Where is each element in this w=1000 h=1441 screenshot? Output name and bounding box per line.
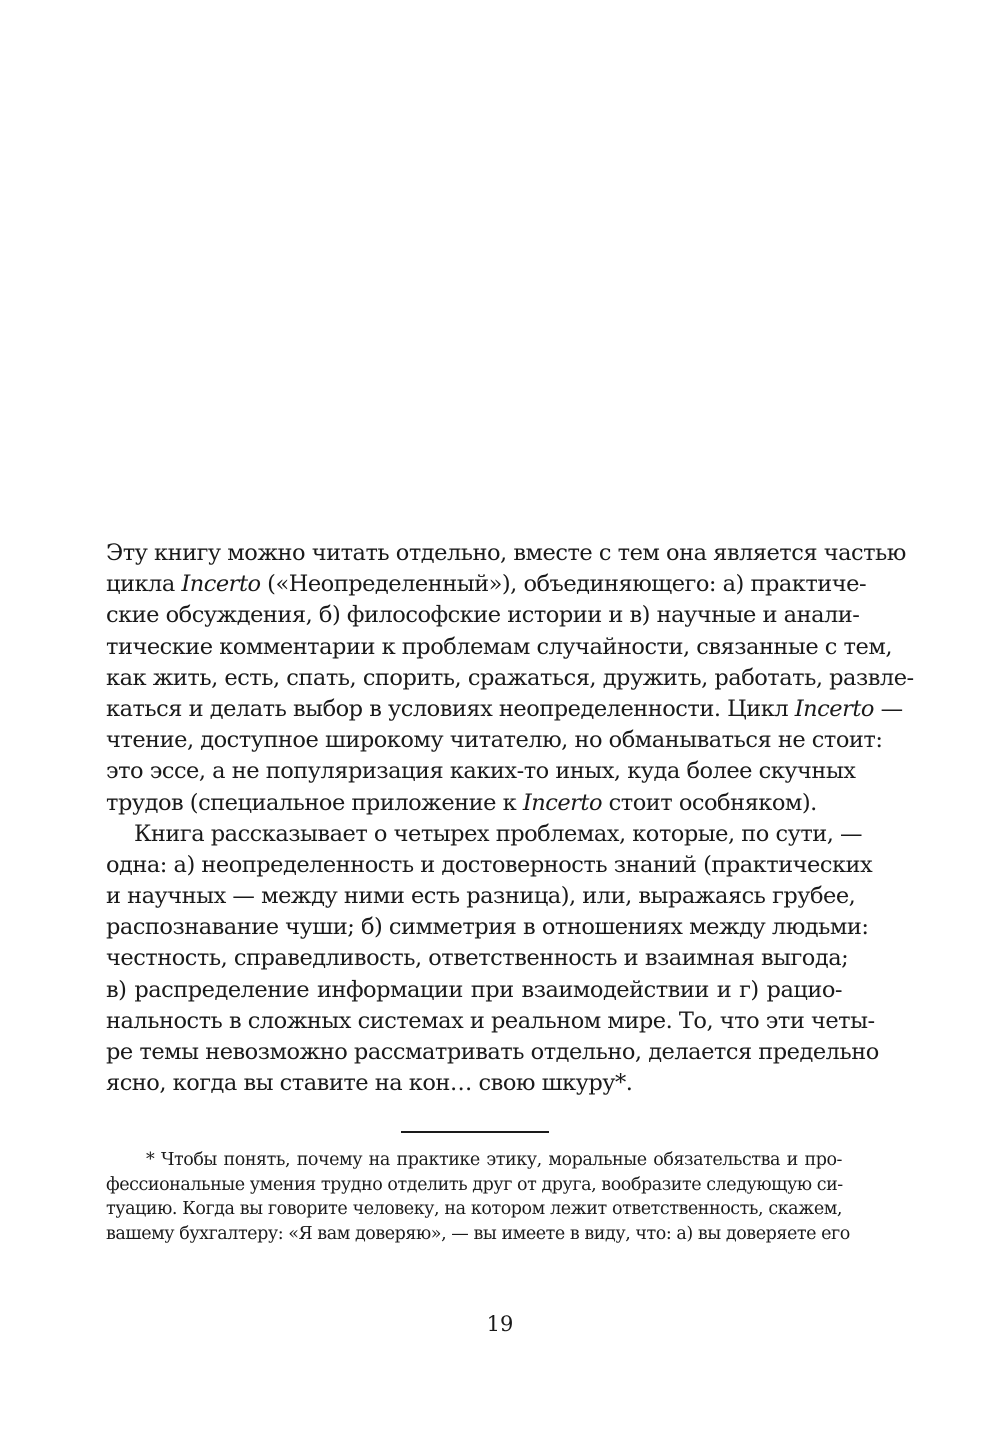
paragraph-2 (106, 819, 879, 1100)
footnote-line: вашему бухгалтеру: «Я вам доверяю», — вы имеете в виду, что: а) вы доверяете его (106, 1223, 850, 1244)
text-line: тические комментарии к проблемам случайности, связанные с тем, (106, 633, 892, 660)
italic-title: Incerto (794, 695, 874, 722)
text-line: цикла Incerto («Неопределенный»), объединяющего: а) практиче- (106, 571, 867, 598)
text-line: ясно, когда вы ставите на кон… свою шкуру*. (106, 1070, 633, 1097)
text-line: Эту книгу можно читать отдельно, вместе с тем она является частью (106, 540, 906, 566)
footnote (106, 1148, 850, 1246)
text-line: как жить, есть, спать, спорить, сражаться, дружить, работать, развле- (106, 664, 914, 691)
italic-title: Incerto (522, 789, 602, 816)
footnote-line: туацию. Когда вы говорите человеку, на котором лежит ответственность, скажем, (106, 1199, 842, 1219)
text-line: одна: а) неопределенность и достоверность знаний (практических (106, 851, 873, 878)
text-line: каться и делать выбор в условиях неопределенности. Цикл Incerto — (106, 695, 903, 722)
text-line: чтение, доступное широкому читателю, но обманываться не стоит: (106, 727, 883, 754)
text-line: и научных — между ними есть разница), или, выражаясь грубее, (106, 883, 856, 910)
text-line: это эссе, а не популяризация каких-то иных, куда более скучных (106, 758, 856, 785)
text-line: распознавание чуши; б) симметрия в отношениях между людьми: (106, 914, 869, 941)
footnote-line: * Чтобы понять, почему на практике этику, моральные обязательства и про- (146, 1150, 842, 1170)
main-text (106, 538, 914, 1099)
text-line: ре темы невозможно рассматривать отдельно, делается предельно (106, 1039, 879, 1065)
italic-title: Incerto (181, 571, 261, 598)
footnote-line: фессиональные умения трудно отделить друг от друга, вообразите следующую си- (106, 1174, 843, 1195)
text-line: честность, справедливость, ответственность и взаимная выгода; (106, 945, 849, 972)
footnote-divider (401, 1131, 549, 1133)
text-line: трудов (специальное приложение к Incerto стоит особняком). (106, 789, 817, 816)
text-line: в) распределение информации при взаимодействии и г) рацио- (106, 976, 842, 1003)
page-number: 19 (486, 1312, 514, 1336)
text-line: Книга рассказывает о четырех проблемах, которые, по сути, — (134, 820, 863, 847)
text-line: ские обсуждения, б) философские истории и в) научные и анали- (106, 602, 860, 629)
paragraph-1 (106, 538, 914, 819)
text-line: нальность в сложных системах и реальном мире. То, что эти четы- (106, 1007, 875, 1034)
